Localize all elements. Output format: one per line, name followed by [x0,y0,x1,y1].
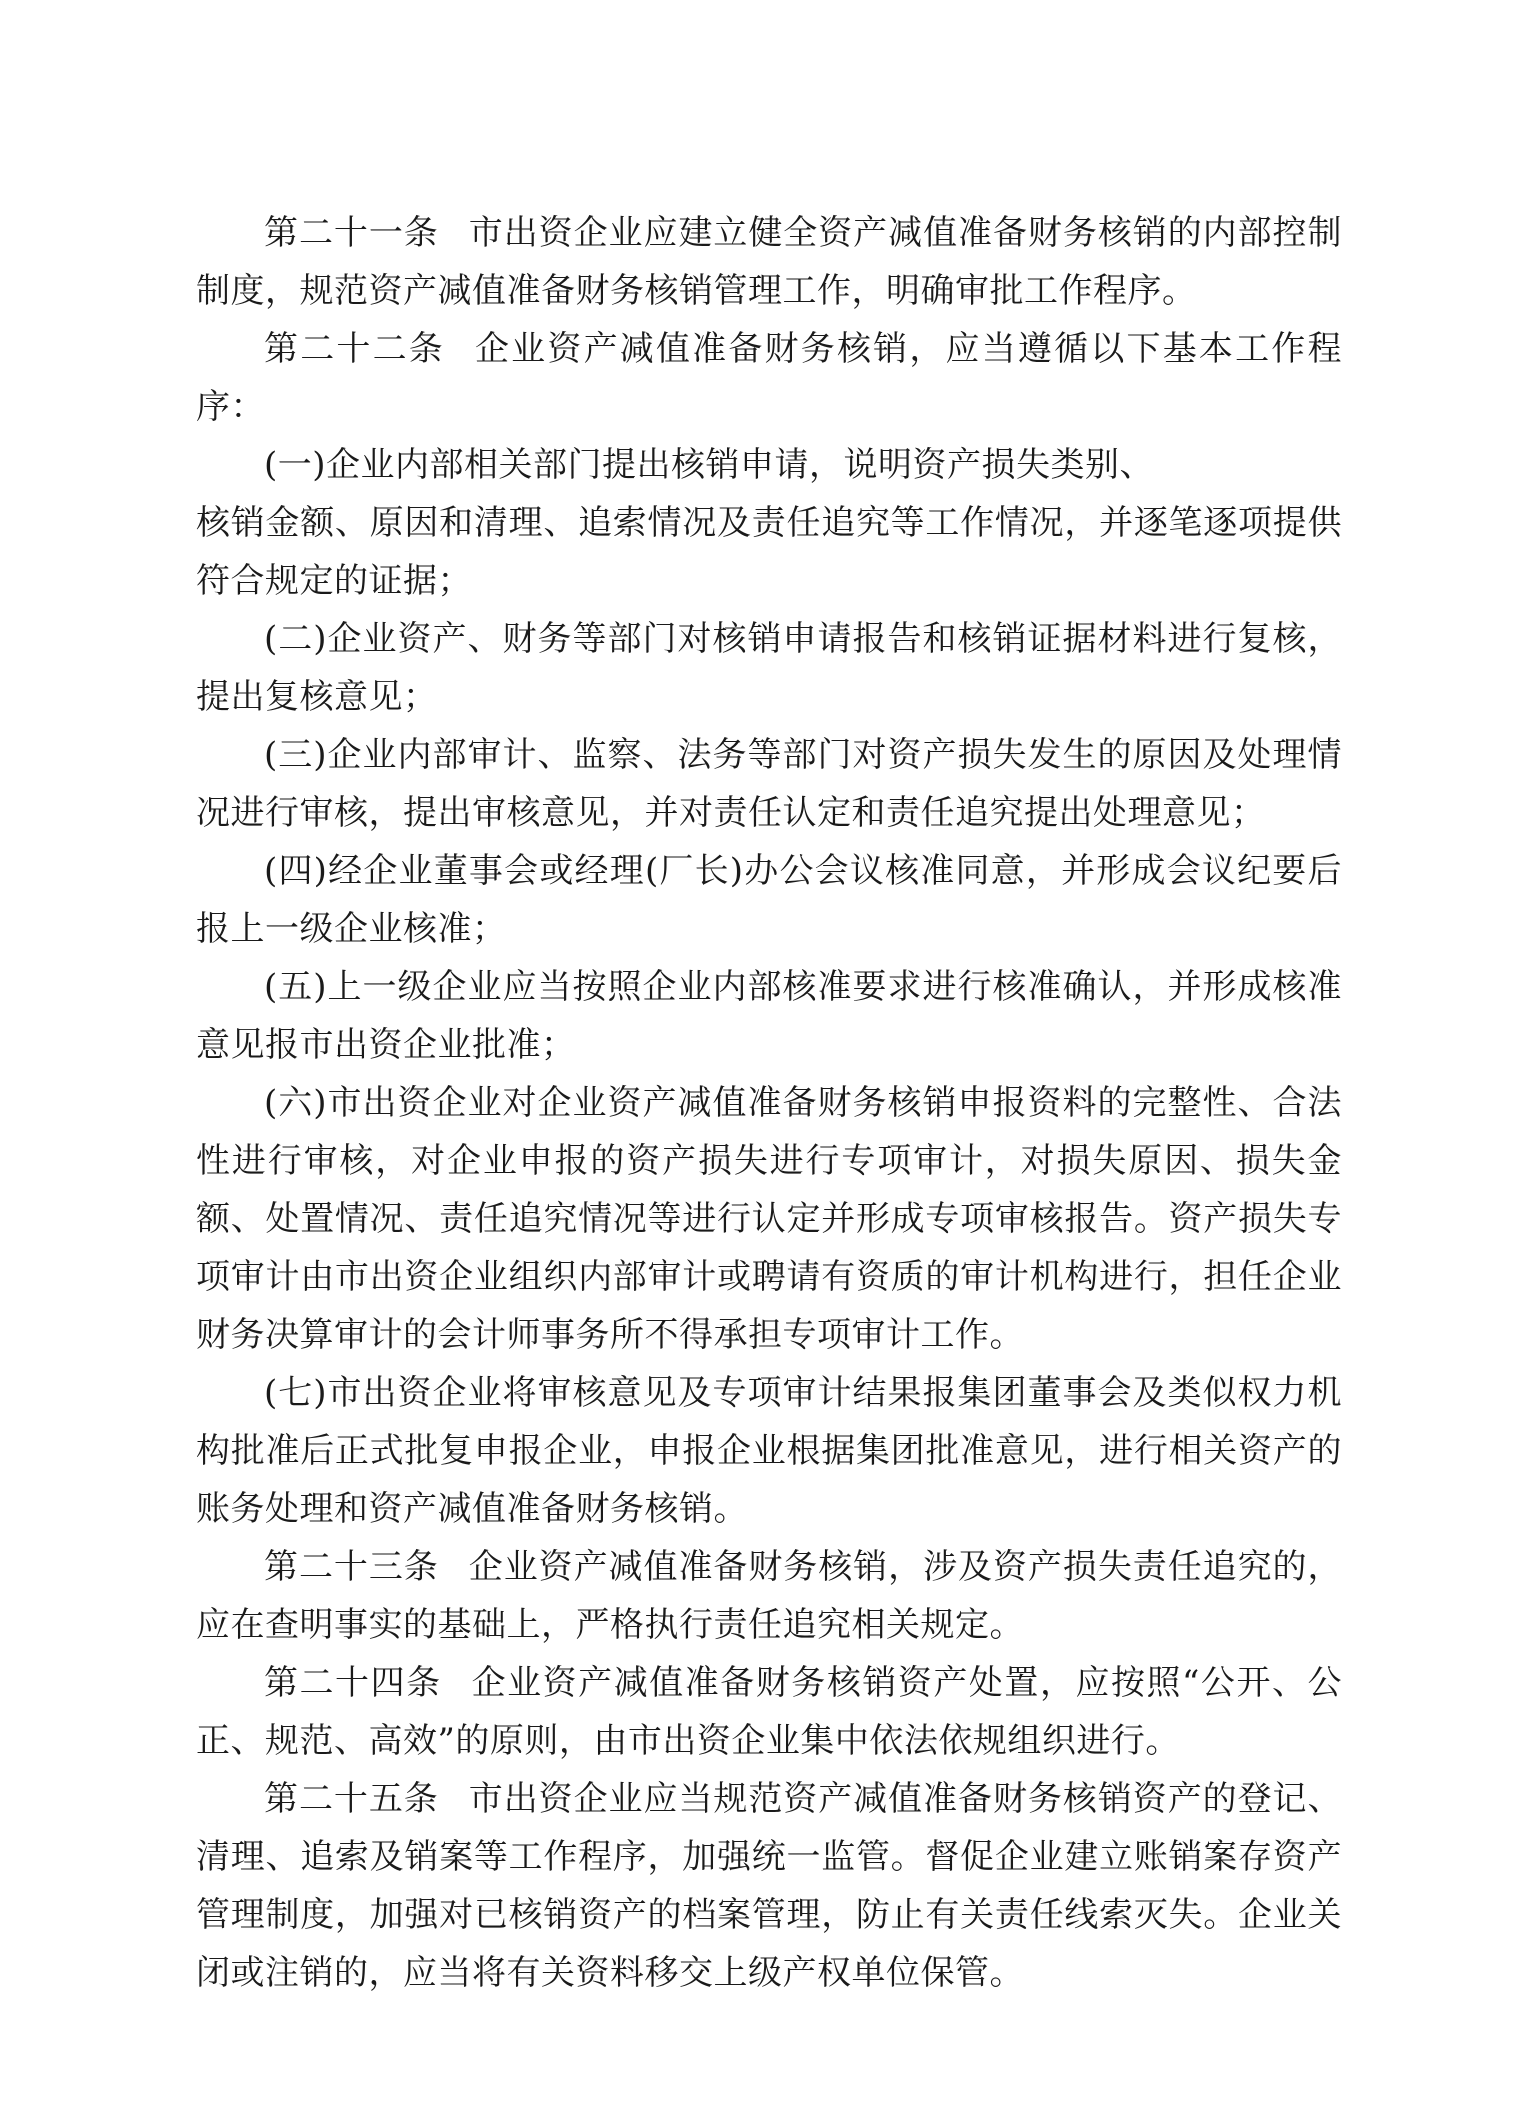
list-item-1-paragraph [196,436,1342,494]
list-item-3-paragraph [196,726,1342,842]
article-22-paragraph [196,320,1342,436]
document-body [196,204,1342,2002]
paragraph-text: 企业资产减值准备财务核销，应当遵循以下基本工作程序： [196,329,1343,427]
paragraph-text: (七)市出资企业将审核意见及专项审计结果报集团董事会及类似权力机构批准后正式批复申报企业，申报企业根据集团批准意见，进行相关资产的账务处理和资产减值准备财务核销。 [196,1373,1342,1529]
article-24-paragraph [196,1654,1342,1770]
paragraph-text: 市出资企业应建立健全资产减值准备财务核销的内部控制制度，规范资产减值准备财务核销管理工作，明确审批工作程序。 [196,213,1343,311]
list-item-7-paragraph [196,1364,1342,1538]
article-label: 第二十五条 [264,1779,439,1819]
paragraph-text: (三)企业内部审计、监察、法务等部门对资产损失发生的原因及处理情况进行审核，提出审核意见，并对责任认定和责任追究提出处理意见； [196,735,1342,833]
paragraph-text: 市出资企业应当规范资产减值准备财务核销资产的登记、清理、追索及销案等工作程序，加强统一监管。督促企业建立账销案存资产管理制度，加强对已核销资产的档案管理，防止有关责任线索灭失。企业关闭或注销的，应当将有关资料移交上级产权单位保管。 [196,1779,1343,1993]
list-item-1-continuation-paragraph [196,494,1342,610]
list-item-2-paragraph [196,610,1342,726]
article-25-paragraph [196,1770,1342,2002]
paragraph-text: 核销金额、原因和清理、追索情况及责任追究等工作情况，并逐笔逐项提供符合规定的证据； [196,503,1342,601]
article-label: 第二十一条 [264,213,439,253]
article-label: 第二十二条 [264,329,445,369]
list-item-4-paragraph [196,842,1342,958]
paragraph-text: (六)市出资企业对企业资产减值准备财务核销申报资料的完整性、合法性进行审核，对企业申报的资产损失进行专项审计，对损失原因、损失金额、处置情况、责任追究情况等进行认定并形成专项审核报告。资产损失专项审计由市出资企业组织内部审计或聘请有资质的审计机构进行，担任企业财务决算审计的会计师事务所不得承担专项审计工作。 [196,1083,1342,1355]
paragraph-text: 企业资产减值准备财务核销，涉及资产损失责任追究的，应在查明事实的基础上，严格执行责任追究相关规定。 [196,1547,1343,1645]
article-label: 第二十四条 [264,1663,442,1703]
article-23-paragraph [196,1538,1342,1654]
list-item-6-paragraph [196,1074,1342,1364]
list-item-5-paragraph [196,958,1342,1074]
paragraph-text: (五)上一级企业应当按照企业内部核准要求进行核准确认，并形成核准意见报市出资企业批准； [196,967,1342,1065]
paragraph-text: 企业资产减值准备财务核销资产处置，应按照“公开、公正、规范、高效”的原则，由市出资企业集中依法依规组织进行。 [196,1663,1342,1761]
paragraph-text: (四)经企业董事会或经理(厂长)办公会议核准同意，并形成会议纪要后报上一级企业核准； [196,851,1342,949]
paragraph-text: (二)企业资产、财务等部门对核销申请报告和核销证据材料进行复核，提出复核意见； [196,619,1342,717]
article-21-paragraph [196,204,1342,320]
article-label: 第二十三条 [264,1547,439,1587]
paragraph-text: (一)企业内部相关部门提出核销申请，说明资产损失类别、 [264,445,1155,485]
